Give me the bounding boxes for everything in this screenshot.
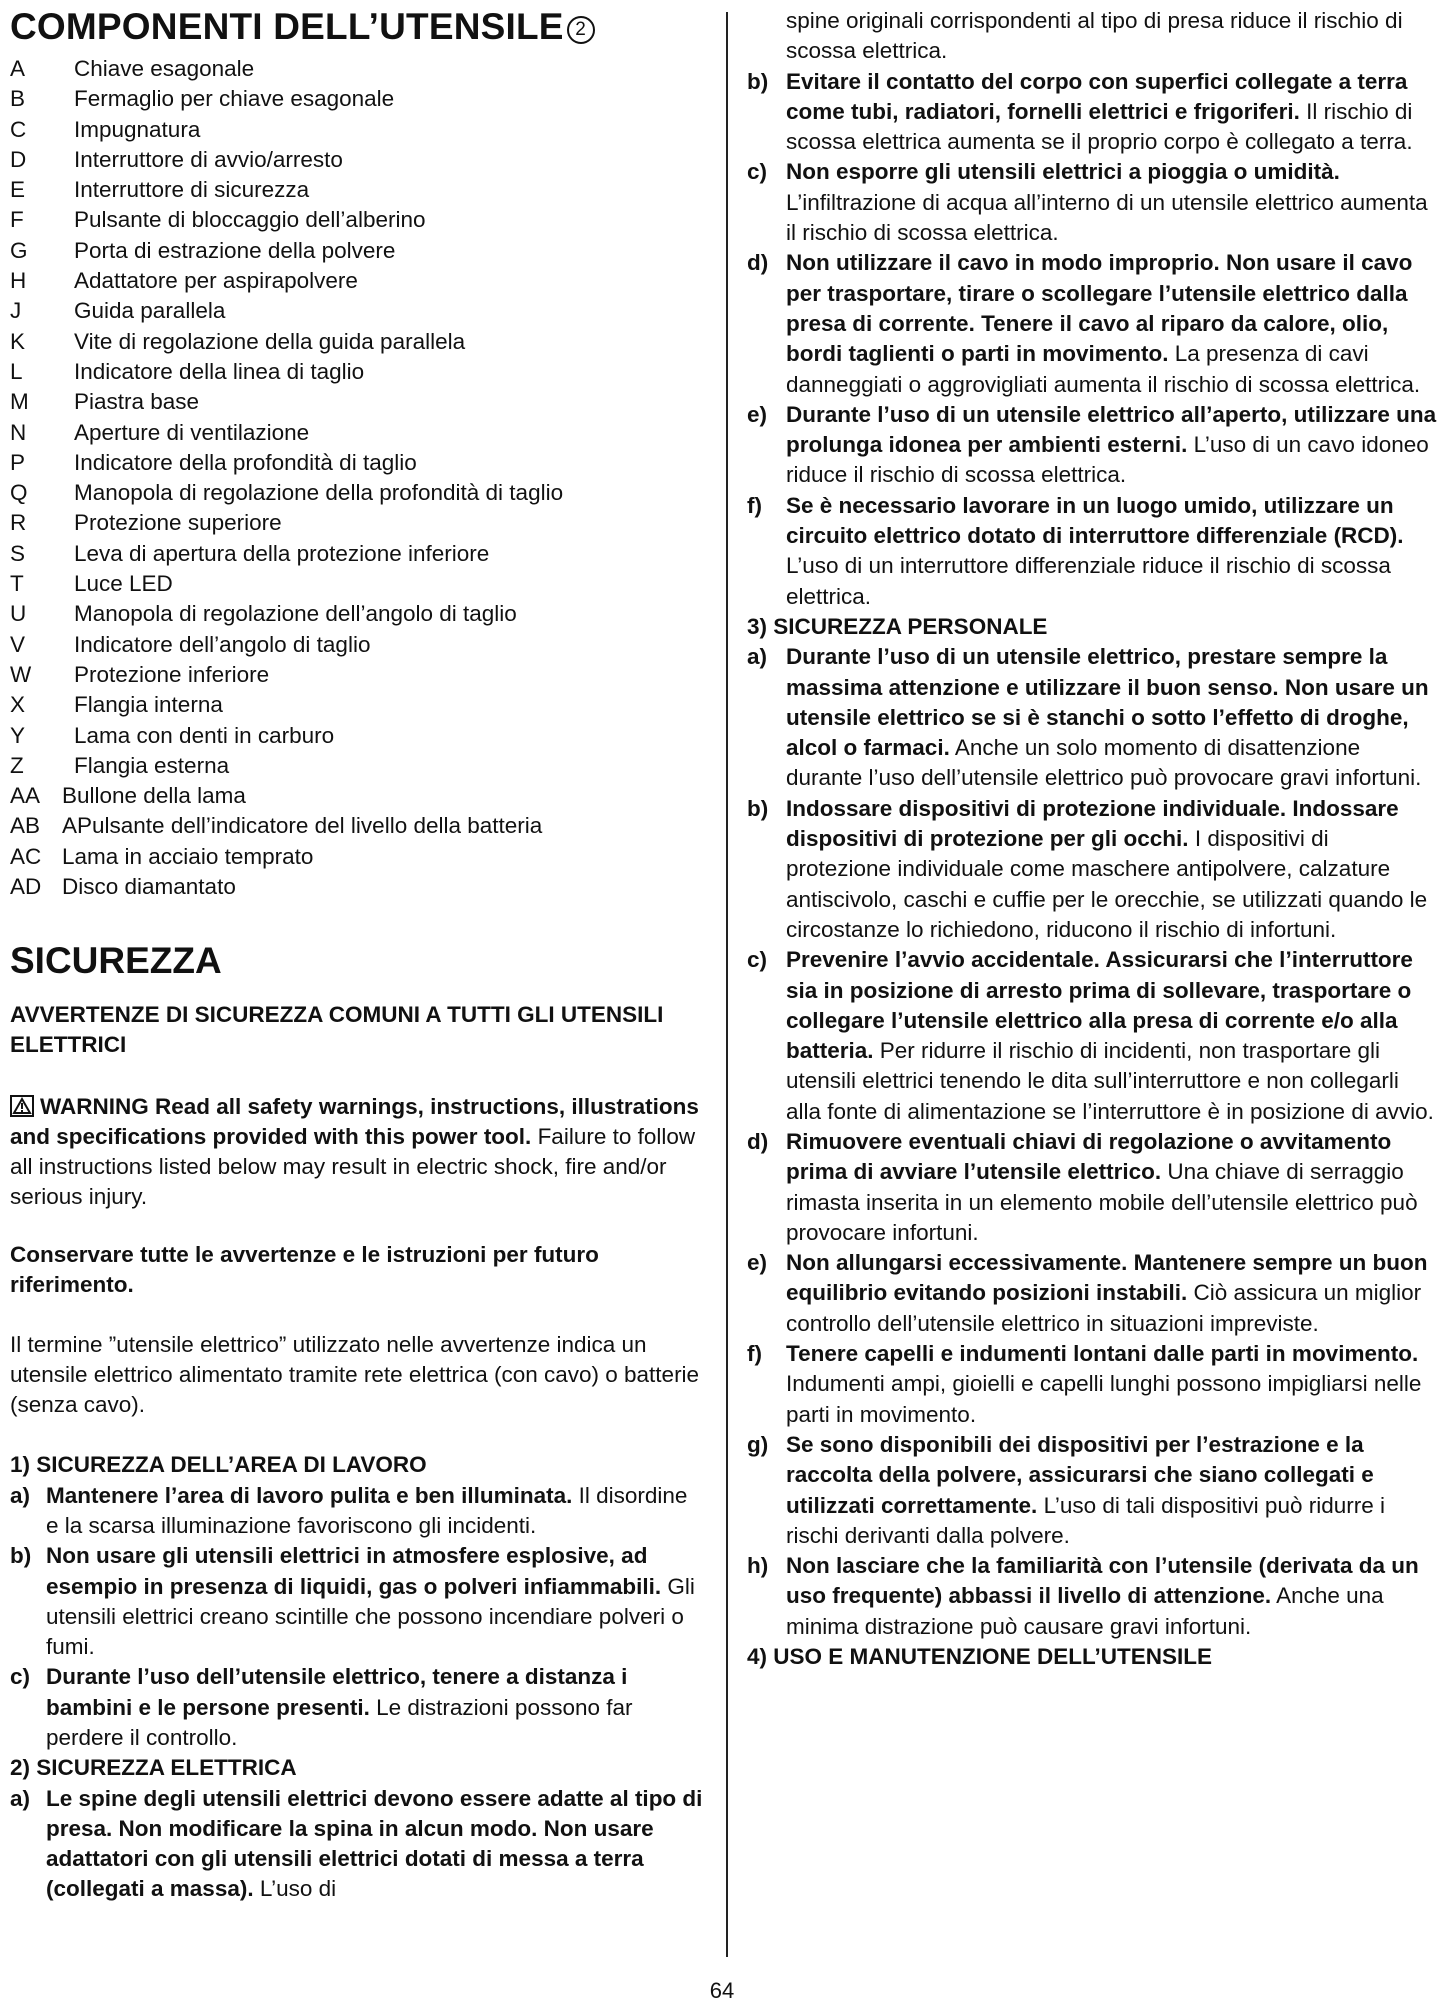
item-letter: g)	[747, 1431, 769, 1457]
component-item	[10, 357, 705, 387]
list-item	[747, 1339, 1439, 1430]
component-label: Flangia interna	[74, 692, 223, 718]
component-item	[10, 569, 705, 599]
component-key: AA	[10, 783, 41, 809]
component-label: Lama con denti in carburo	[74, 722, 335, 748]
list-item	[747, 1248, 1439, 1339]
component-key: Z	[10, 752, 24, 778]
item-text: Gli utensili elettrici creano scintille che possono incendiare polveri o fumi.	[46, 1573, 695, 1660]
item-text: L’uso di tali dispositivi può ridurre i rischi derivanti dalla polvere.	[786, 1492, 1385, 1548]
item-text: Il disordine e la scarsa illuminazione favoriscono gli incidenti.	[46, 1482, 688, 1538]
component-item	[10, 84, 705, 114]
component-label: Interruttore di sicurezza	[74, 177, 310, 203]
list-item	[10, 1662, 705, 1753]
item-letter: f)	[747, 1341, 762, 1367]
component-key: E	[10, 177, 26, 203]
component-label: Impugnatura	[74, 116, 201, 142]
component-item	[10, 781, 705, 811]
item-bold: Durante l’uso di un utensile elettrico all’aperto, utilizzare una prolunga idonea per ambienti esterni.	[786, 401, 1437, 458]
item-letter: c)	[10, 1664, 31, 1690]
component-item	[10, 115, 705, 145]
list-item	[747, 945, 1439, 1127]
component-key: W	[10, 661, 32, 687]
item-bold: Non esporre gli utensili elettrici a pioggia o umidità.	[786, 159, 1340, 185]
component-key: C	[10, 116, 27, 142]
component-label: APulsante dell’indicatore del livello della batteria	[62, 813, 543, 839]
item-bold: Prevenire l’avvio accidentale. Assicurarsi che l’interruttore sia in posizione di arresto prima di sollevare, trasportare o collegare l’utensile elettrico alla presa di corrente e/o alla batteria.	[786, 947, 1413, 1064]
component-key: R	[10, 510, 27, 536]
item-bold: Non allungarsi eccessivamente. Mantenere sempre un buon equilibrio evitando posizioni instabili.	[786, 1250, 1428, 1306]
column-divider	[726, 12, 728, 1957]
item-letter: d)	[747, 1128, 769, 1154]
component-label: Indicatore della profondità di taglio	[74, 449, 417, 475]
component-item	[10, 508, 705, 538]
component-item	[10, 448, 705, 478]
component-item	[10, 327, 705, 357]
list-item	[747, 1551, 1439, 1642]
list-item	[747, 67, 1439, 158]
component-item	[10, 751, 705, 781]
component-key: K	[10, 328, 26, 354]
section-2-items	[747, 67, 1439, 612]
item-text: L’uso di un interruttore differenziale riduce il rischio di scossa elettrica.	[786, 553, 1391, 609]
component-key: N	[10, 419, 27, 445]
section-1-items	[10, 1481, 705, 1754]
component-item	[10, 599, 705, 629]
list-item	[747, 248, 1439, 399]
item-letter: f)	[747, 492, 762, 518]
keep-instructions: Conservare tutte le avvertenze e le istruzioni per futuro riferimento.	[10, 1242, 599, 1298]
item-bold: Evitare il contatto del corpo con superfici collegate a terra come tubi, radiatori, fornelli elettrici e frigoriferi.	[786, 68, 1408, 124]
item-text: Le distrazioni possono far perdere il controllo.	[46, 1694, 633, 1750]
warning-triangle-icon	[10, 1095, 34, 1117]
item-letter: b)	[10, 1543, 32, 1569]
page-number: 64	[709, 1978, 735, 2003]
component-label: Luce LED	[74, 571, 173, 597]
item-letter: c)	[747, 947, 768, 973]
item-bold: Non lasciare che la familiarità con l’utensile (derivata da un uso frequente) abbassi il livello di attenzione.	[786, 1553, 1419, 1609]
component-item	[10, 54, 705, 84]
item-text: L’uso di	[253, 1876, 337, 1902]
component-label: Fermaglio per chiave esagonale	[74, 86, 395, 112]
item-bold: Rimuovere eventuali chiavi di regolazione o avvitamento prima di avviare l’utensile elettrico.	[786, 1128, 1392, 1185]
item-letter: b)	[747, 68, 769, 94]
component-label: Porta di estrazione della polvere	[74, 237, 396, 263]
components-list	[10, 54, 705, 902]
item-text: L’infiltrazione di acqua all’interno di un utensile elettrico aumenta il rischio di scossa elettrica.	[786, 189, 1428, 246]
item-letter: d)	[747, 250, 769, 276]
component-key: M	[10, 389, 29, 415]
component-key: J	[10, 298, 22, 324]
component-label: Indicatore della linea di taglio	[74, 358, 365, 384]
item-letter: e)	[747, 401, 768, 427]
item-letter: c)	[747, 159, 768, 185]
item-text: Il rischio di scossa elettrica aumenta se il proprio corpo è collegato a terra.	[786, 98, 1413, 155]
item-letter: b)	[747, 795, 769, 821]
list-item	[10, 1541, 705, 1662]
component-label: Protezione inferiore	[74, 661, 270, 687]
component-item	[10, 175, 705, 205]
component-key: AC	[10, 843, 42, 869]
component-item	[10, 296, 705, 326]
item-text: L’uso di un cavo idoneo riduce il rischio di scossa elettrica.	[786, 432, 1429, 488]
component-key: D	[10, 146, 27, 172]
component-label: Protezione superiore	[74, 510, 282, 536]
component-item	[10, 811, 705, 841]
item-letter: e)	[747, 1250, 768, 1276]
component-key: Y	[10, 722, 26, 748]
safety-subtitle: AVVERTENZE DI SICUREZZA COMUNI A TUTTI GLI UTENSILI ELETTRICI	[10, 1002, 664, 1058]
section-1-title: 1) SICUREZZA DELL’AREA DI LAVORO	[10, 1452, 427, 1478]
component-label: Pulsante di bloccaggio dell’alberino	[74, 207, 426, 233]
list-item	[747, 794, 1439, 945]
component-item	[10, 205, 705, 235]
component-label: Leva di apertura della protezione inferiore	[74, 540, 490, 566]
item-text: I dispositivi di protezione individuale come maschere antipolvere, calzature antiscivolo, caschi e cuffie per le orecchie, se utilizzati quando le circostanze lo richiedono, riducono il rischio di infortuni.	[786, 826, 1428, 942]
right-column	[747, 6, 1439, 1672]
item-bold: Non utilizzare il cavo in modo improprio. Non usare il cavo per trasportare, tirare o scollegare l’utensile elettrico dalla presa di corrente. Tenere il cavo al riparo da calore, olio, bordi taglienti o parti in movimento.	[786, 250, 1413, 367]
component-label: Adattatore per aspirapolvere	[74, 268, 358, 294]
item-bold: Tenere capelli e indumenti lontani dalle parti in movimento.	[786, 1341, 1419, 1367]
component-key: U	[10, 601, 27, 627]
component-key: P	[10, 449, 26, 475]
section-3-title: 3) SICUREZZA PERSONALE	[747, 613, 1048, 639]
component-label: Aperture di ventilazione	[74, 419, 310, 445]
list-item	[747, 157, 1439, 248]
component-key: AB	[10, 813, 41, 839]
component-key: V	[10, 631, 26, 657]
component-label: Guida parallela	[74, 298, 226, 324]
component-label: Bullone della lama	[62, 783, 246, 809]
component-key: T	[10, 571, 24, 597]
component-label: Indicatore dell’angolo di taglio	[74, 631, 371, 657]
component-item	[10, 387, 705, 417]
component-item	[10, 630, 705, 660]
item-bold: Durante l’uso di un utensile elettrico, prestare sempre la massima attenzione e utilizzare il buon senso. Non usare un utensile elettrico se si è stanchi o sotto l’effetto di droghe, alcol o farmaci.	[786, 644, 1429, 761]
component-item	[10, 418, 705, 448]
item-text: Anche una minima distrazione può causare gravi infortuni.	[786, 1583, 1384, 1639]
item-letter: h)	[747, 1553, 769, 1579]
component-label: Lama in acciaio temprato	[62, 843, 314, 869]
component-label: Chiave esagonale	[74, 56, 255, 81]
item-bold: Durante l’uso dell’utensile elettrico, tenere a distanza i bambini e le persone presenti.	[46, 1664, 628, 1720]
component-key: H	[10, 268, 27, 294]
item-text: Una chiave di serraggio rimasta inserita in un elemento mobile dell’utensile elettrico può provocare infortuni.	[786, 1159, 1418, 1245]
component-label: Manopola di regolazione della profondità di taglio	[74, 480, 564, 506]
list-item	[747, 1127, 1439, 1248]
list-item	[747, 491, 1439, 612]
item-bold: Le spine degli utensili elettrici devono essere adatte al tipo di presa. Non modificare la spina in alcun modo. Non usare adattatori con gli utensili elettrici dotati di messa a terra (collegati a massa).	[46, 1785, 703, 1902]
component-key: L	[10, 358, 23, 384]
list-item	[10, 1481, 705, 1542]
item-text: Ciò assicura un miglior controllo dell’utensile elettrico in situazioni impreviste.	[786, 1280, 1422, 1336]
component-item	[10, 721, 705, 751]
component-item	[10, 236, 705, 266]
item-letter: a)	[10, 1785, 31, 1811]
component-label: Manopola di regolazione dell’angolo di taglio	[74, 601, 517, 627]
component-item	[10, 842, 705, 872]
item-bold: Se è necessario lavorare in un luogo umido, utilizzare un circuito elettrico dotato di interruttore differenziale (RCD).	[786, 492, 1404, 549]
component-label: Vite di regolazione della guida parallela	[74, 328, 466, 354]
component-item	[10, 690, 705, 720]
section-2-title: 2) SICUREZZA ELETTRICA	[10, 1755, 297, 1781]
left-column	[10, 6, 705, 1905]
item-text: La presenza di cavi danneggiati o aggrovigliati aumenta il rischio di scossa elettrica.	[786, 341, 1421, 397]
component-key: F	[10, 207, 24, 233]
list-item	[747, 1430, 1439, 1551]
item-bold: Indossare dispositivi di protezione individuale. Indossare dispositivi di protezione per gli occhi.	[786, 795, 1399, 852]
component-key: Q	[10, 480, 28, 506]
term-definition: Il termine ”utensile elettrico” utilizzato nelle avvertenze indica un utensile elettrico alimentato tramite rete elettrica (con cavo) o batterie (senza cavo).	[10, 1332, 700, 1418]
section-2-item-a-continued: spine originali corrispondenti al tipo di presa riduce il rischio di scossa elettrica.	[786, 8, 1403, 64]
safety-heading: SICUREZZA	[10, 940, 222, 982]
item-bold: Non usare gli utensili elettrici in atmosfere esplosive, ad esempio in presenza di liquidi, gas o polveri infiammabili.	[46, 1543, 662, 1599]
component-item	[10, 266, 705, 296]
warning-paragraph	[10, 1092, 705, 1212]
component-key: S	[10, 540, 26, 566]
warning-bold: WARNING Read all safety warnings, instructions, illustrations and specifications provided with this power tool.	[10, 1094, 699, 1150]
item-letter: a)	[10, 1482, 31, 1508]
component-label: Flangia esterna	[74, 752, 230, 778]
component-label: Piastra base	[74, 389, 200, 415]
list-item	[747, 400, 1439, 491]
item-text: Anche un solo momento di disattenzione durante l’uso dell’utensile elettrico può provocare gravi infortuni.	[786, 735, 1422, 791]
item-letter: a)	[747, 644, 768, 670]
component-key: B	[10, 86, 26, 112]
component-label: Interruttore di avvio/arresto	[74, 146, 343, 172]
item-bold: Mantenere l’area di lavoro pulita e ben illuminata.	[46, 1482, 573, 1508]
item-text: Per ridurre il rischio di incidenti, non trasportare gli utensili elettrici tenendo le dita sull’interruttore e non collegarli alla fonte di alimentazione se l’interruttore è in posizione di avvio.	[786, 1038, 1434, 1124]
component-key: X	[10, 692, 26, 718]
component-item	[10, 872, 705, 902]
list-item	[747, 642, 1439, 793]
figure-ref-badge: 2	[567, 16, 595, 44]
section-2-item-a	[10, 1784, 705, 1905]
section-3-items	[747, 642, 1439, 1642]
item-text: Indumenti ampi, gioielli e capelli lunghi possono impigliarsi nelle parti in movimento.	[786, 1371, 1422, 1427]
component-key: G	[10, 237, 28, 263]
component-item	[10, 478, 705, 508]
component-item	[10, 145, 705, 175]
component-key: AD	[10, 874, 42, 900]
component-item	[10, 539, 705, 569]
components-heading: COMPONENTI DELL’UTENSILE 2	[10, 6, 705, 48]
warning-text: Failure to follow all instructions listed below may result in electric shock, fire and/or serious injury.	[10, 1124, 696, 1210]
section-4-title: 4) USO E MANUTENZIONE DELL’UTENSILE	[747, 1644, 1213, 1670]
component-key: A	[10, 56, 26, 81]
component-label: Disco diamantato	[62, 874, 236, 900]
component-item	[10, 660, 705, 690]
item-bold: Se sono disponibili dei dispositivi per l’estrazione e la raccolta della polvere, assicurarsi che siano collegati e utilizzati correttamente.	[786, 1431, 1374, 1518]
